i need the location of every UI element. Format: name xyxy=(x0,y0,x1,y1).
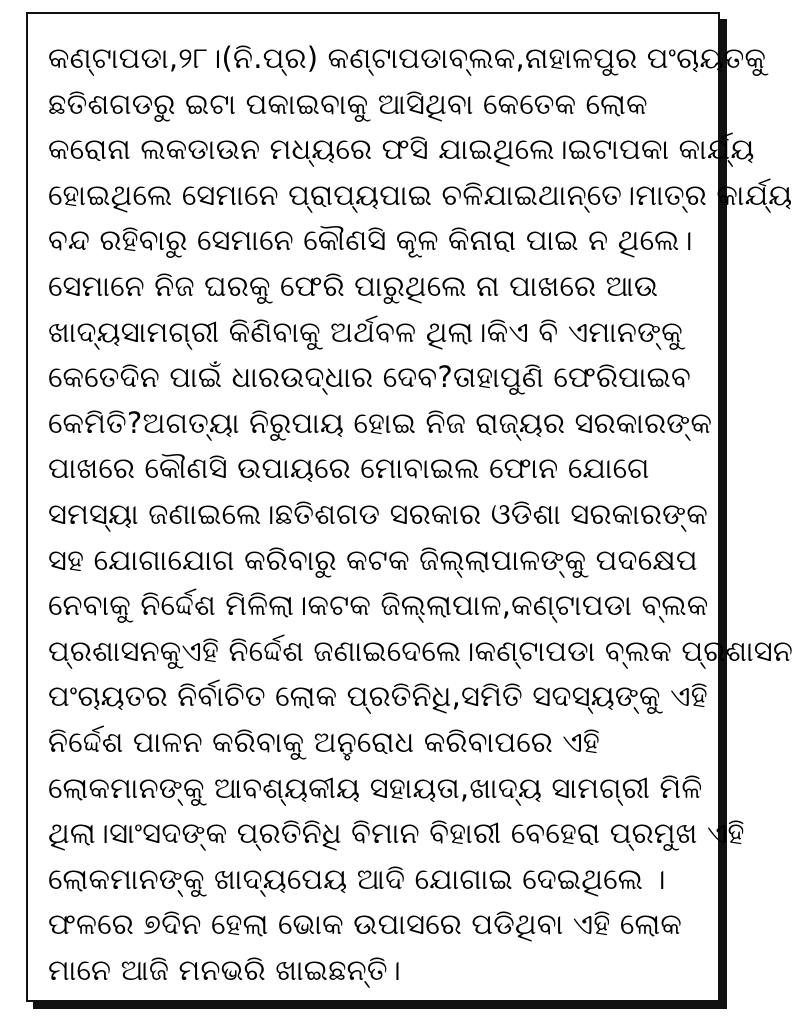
article-line-20: ଫଳରେ ୭ଦିନ ହେଲା ଭୋକ ଉପାସରେ ପଡିଥିବା ଏହି ଲୋକ xyxy=(48,907,683,942)
article-line-15: ପଂଚାୟତର ନିର୍ବାଚିତ ଲୋକ ପ୍ରତିନିଧି,ସମିତି ସଦସ୍ୟଙ୍କୁ ଏହି xyxy=(48,679,708,714)
article-line-6: ସେମାନେ ନିଜ ଘରକୁ ଫେରି ପାରୁଥିଲେ ନା ପାଖରେ ଆଉ xyxy=(48,268,659,303)
article-line-19: ଲୋକମାନଙ୍କୁ ଖାଦ୍ୟପେୟ ଆଦି ଯୋଗାଇ ଦେଇଥିଲେ । xyxy=(48,861,666,896)
article-body xyxy=(48,36,793,993)
article-line-10: ପାଖରେ କୌଣସି ଉପାୟରେ ମୋବାଇଲ ଫୋନ ଯୋଗେ xyxy=(48,451,650,486)
article-line-11: ସମସ୍ୟା ଜଣାଇଲେ।ଛତିଶଗଡ ସରକାର ଓଡିଶା ସରକାରଙ୍କ xyxy=(48,496,708,531)
article-line-5: ବନ୍ଦ ରହିବାରୁ ସେମାନେ କୌଣସି କୂଳ କିନାରା ପାଇ ନ ଥିଲେ। xyxy=(48,223,693,258)
article-line-4: ହୋଇଥିଲେ ସେମାନେ ପ୍ରାପ୍ୟପାଇ ଚଳିଯାଇଥାନ୍ତେ।ମାତ୍ର କାର୍ଯ୍ୟ xyxy=(48,177,793,212)
article-line-21: ମାନେ ଆଜି ମନଭରି ଖାଇଛନ୍ତି। xyxy=(48,952,401,987)
article-line-1: କଣ୍ଟାପଡା,୨୮।(ନି.ପ୍ର) କଣ୍ଟାପଡାବ୍ଲକ,ନାହାଳପୁର ପଂଚାୟତକୁ xyxy=(48,41,767,75)
article-line-13: ନେବାକୁ ନିର୍ଦ୍ଦେଶ ମିଳିଲା।କଟକ ଜିଲ୍ଲାପାଳ,କଣ୍ଟାପଡା ବ୍ଲକ xyxy=(48,588,709,623)
article-line-16: ନିର୍ଦ୍ଦେଶ ପାଳନ କରିବାକୁ ଅନୁରୋଧ କରିବାପରେ ଏହି xyxy=(48,724,601,759)
article-card xyxy=(26,12,793,1002)
article-line-17: ଲୋକମାନଙ୍କୁ ଆବଶ୍ୟକୀୟ ସହାୟତା,ଖାଦ୍ୟ ସାମଗ୍ରୀ ମିଳି xyxy=(48,770,703,805)
article-line-9: କେମିତି?ଅଗତ୍ୟା ନିରୁପାୟ ହୋଇ ନିଜ ରାଜ୍ୟର ସରକାରଙ୍କ xyxy=(48,405,713,440)
article-line-8: କେତେଦିନ ପାଇଁ ଧାରଉଦ୍ଧାର ଦେବ?ତାହାପୁଣି ଫେରିପାଇବ xyxy=(48,360,691,395)
article-line-2: ଛତିଶଗଡରୁ ଇଟା ପକାଇବାକୁ ଆସିଥିବା କେତେକ ଲୋକ xyxy=(48,86,648,121)
article-line-18: ଥିଲା।ସାଂସଦଙ୍କ ପ୍ରତିନିଧି ବିମାନ ବିହାରୀ ବେହେରା ପ୍ରମୁଖ ଏହି xyxy=(48,816,745,851)
article-line-3: କରୋନା ଲକଡାଉନ ମଧ୍ୟରେ ଫସି ଯାଇଥିଲେ।ଇଟାପକା କାର୍ଯ୍ୟ xyxy=(48,132,755,167)
article-line-14: ପ୍ରଶାସନକୁଏହି ନିର୍ଦ୍ଦେଶ ଜଣାଇଦେଲେ।କଣ୍ଟାପଡା ବ୍ଲକ ପ୍ରଶାସନ xyxy=(48,633,793,668)
article-line-12: ସହ ଯୋଗାଯୋଗ କରିବାରୁ କଟକ ଜିଲ୍ଲାପାଳଙ୍କୁ ପଦକ୍ଷେପ xyxy=(48,542,698,577)
article-line-7: ଖାଦ୍ୟସାମଗ୍ରୀ କିଣିବାକୁ ଅର୍ଥବଳ ଥିଲା।କିଏ ବି ଏମାନଙ୍କୁ xyxy=(48,314,683,349)
